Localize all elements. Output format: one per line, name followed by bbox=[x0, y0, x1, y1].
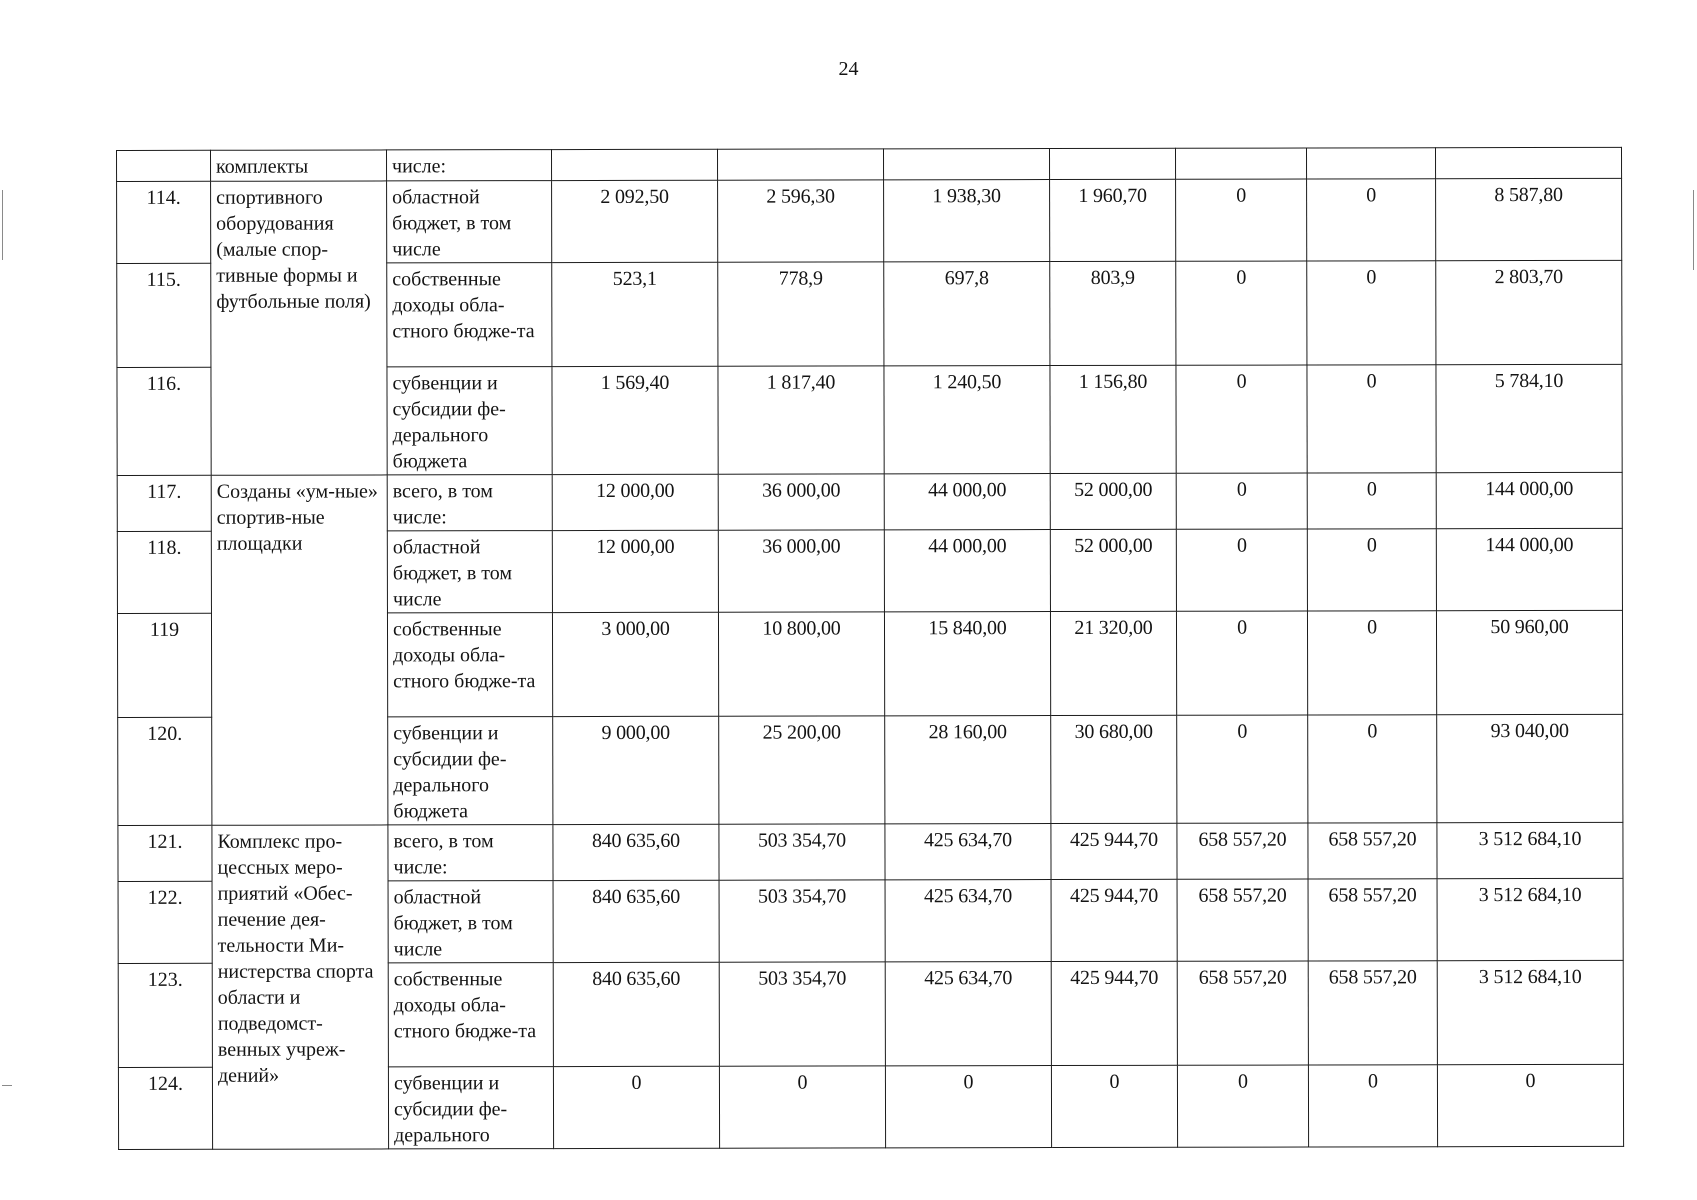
value-cell-2025: 503 354,70 bbox=[719, 880, 885, 962]
value-cell-2025: 25 200,00 bbox=[719, 716, 885, 824]
value-cell-2028: 658 557,20 bbox=[1177, 823, 1308, 879]
row-number-cell: 119 bbox=[117, 613, 211, 717]
value-cell-2026: 44 000,00 bbox=[884, 530, 1050, 612]
value-cell-2029: 658 557,20 bbox=[1308, 879, 1437, 961]
value-cell-2028: 0 bbox=[1177, 1065, 1308, 1147]
table-row bbox=[118, 822, 1623, 881]
value-cell-2028: 0 bbox=[1176, 473, 1307, 529]
value-cell bbox=[883, 149, 1049, 180]
source-cell: областной бюджет, в том числе bbox=[387, 181, 552, 263]
value-cell-2025: 503 354,70 bbox=[719, 824, 885, 880]
value-cell-total: 3 512 684,10 bbox=[1437, 822, 1623, 878]
value-cell-2027: 1 960,70 bbox=[1050, 179, 1176, 261]
value-cell-2029: 0 bbox=[1307, 365, 1436, 473]
row-number-cell: 115. bbox=[117, 263, 211, 367]
value-cell-2028: 658 557,20 bbox=[1177, 961, 1308, 1065]
value-cell-total: 8 587,80 bbox=[1436, 178, 1622, 260]
value-cell bbox=[1175, 148, 1306, 179]
value-cell-total: 144 000,00 bbox=[1436, 472, 1622, 528]
value-cell-2028: 0 bbox=[1177, 715, 1308, 823]
value-cell-2026: 1 938,30 bbox=[884, 180, 1050, 262]
value-cell-2024: 840 635,60 bbox=[553, 880, 719, 962]
value-cell-2027: 1 156,80 bbox=[1050, 365, 1176, 473]
scan-mark bbox=[2, 1085, 12, 1086]
value-cell-total: 50 960,00 bbox=[1436, 610, 1622, 714]
value-cell-2027: 52 000,00 bbox=[1050, 529, 1176, 611]
budget-table bbox=[116, 147, 1624, 1150]
row-number-cell: 118. bbox=[117, 531, 211, 613]
value-cell-total: 5 784,10 bbox=[1436, 364, 1622, 472]
value-cell-2025: 36 000,00 bbox=[718, 474, 884, 530]
value-cell-2024: 3 000,00 bbox=[552, 612, 718, 716]
value-cell-2029: 0 bbox=[1307, 261, 1436, 365]
value-cell-2026: 425 634,70 bbox=[885, 824, 1051, 880]
value-cell-total: 93 040,00 bbox=[1437, 714, 1623, 822]
value-cell-2027: 21 320,00 bbox=[1050, 611, 1176, 715]
source-cell: субвенции и субсидии фе-дерального bbox=[388, 1067, 553, 1149]
row-number-cell: 114. bbox=[117, 181, 211, 263]
value-cell bbox=[552, 149, 718, 180]
value-cell-2029: 0 bbox=[1308, 715, 1437, 823]
value-cell-total: 0 bbox=[1437, 1064, 1623, 1146]
value-cell-2024: 12 000,00 bbox=[552, 530, 718, 612]
value-cell-2025: 36 000,00 bbox=[718, 530, 884, 612]
value-cell-2024: 2 092,50 bbox=[552, 180, 718, 262]
table-row bbox=[117, 178, 1622, 263]
row-number-cell: 124. bbox=[118, 1067, 212, 1149]
row-number-cell: 116. bbox=[117, 367, 211, 475]
value-cell-2029: 0 bbox=[1307, 611, 1436, 715]
value-cell-2027: 52 000,00 bbox=[1050, 473, 1176, 529]
source-cell: собственные доходы обла-стного бюдже-та bbox=[387, 613, 552, 717]
item-name-cell: Комплекс про-цессных меро-приятий «Обес-печение дея-тельности Ми-нистерства спорта области и подведомст-венных учреж-дений» bbox=[212, 825, 389, 1149]
value-cell-2025: 2 596,30 bbox=[718, 180, 884, 262]
value-cell-2024: 523,1 bbox=[552, 262, 718, 366]
value-cell-2026: 425 634,70 bbox=[885, 880, 1051, 962]
row-number-cell: 120. bbox=[118, 717, 212, 825]
table-row bbox=[117, 472, 1622, 531]
value-cell-2025: 1 817,40 bbox=[718, 366, 884, 474]
table-row bbox=[117, 147, 1622, 181]
item-name-cell: спортивного оборудования (малые спор-тивные формы и футбольные поля) bbox=[211, 181, 388, 475]
value-cell-total: 3 512 684,10 bbox=[1437, 878, 1623, 960]
value-cell-2029: 658 557,20 bbox=[1308, 961, 1437, 1065]
value-cell-2026: 44 000,00 bbox=[884, 474, 1050, 530]
source-cell: всего, в том числе: bbox=[388, 825, 553, 881]
row-number-cell: 121. bbox=[118, 825, 212, 881]
value-cell bbox=[1435, 147, 1621, 178]
value-cell-2024: 840 635,60 bbox=[553, 824, 719, 880]
value-cell-2029: 0 bbox=[1307, 473, 1436, 529]
value-cell-2026: 15 840,00 bbox=[884, 612, 1050, 716]
source-cell: областной бюджет, в том числе bbox=[388, 881, 553, 963]
value-cell-2026: 1 240,50 bbox=[884, 366, 1050, 474]
value-cell-total: 3 512 684,10 bbox=[1437, 960, 1623, 1064]
source-cell: собственные доходы обла-стного бюдже-та bbox=[387, 263, 552, 367]
scan-mark bbox=[1693, 190, 1694, 270]
source-cell: числе: bbox=[387, 150, 552, 181]
value-cell-2026: 28 160,00 bbox=[885, 716, 1051, 824]
value-cell-2027: 803,9 bbox=[1050, 261, 1176, 365]
value-cell-2024: 1 569,40 bbox=[552, 366, 718, 474]
value-cell-2029: 0 bbox=[1307, 529, 1436, 611]
value-cell-2028: 0 bbox=[1176, 179, 1307, 261]
value-cell bbox=[1306, 148, 1435, 179]
value-cell-2027: 425 944,70 bbox=[1051, 823, 1177, 879]
source-cell: всего, в том числе: bbox=[387, 475, 552, 531]
row-number-cell: 117. bbox=[117, 475, 211, 531]
value-cell-2026: 0 bbox=[885, 1066, 1051, 1148]
value-cell-2024: 12 000,00 bbox=[552, 474, 718, 530]
value-cell-2029: 658 557,20 bbox=[1308, 823, 1437, 879]
value-cell-2029: 0 bbox=[1308, 1065, 1437, 1147]
source-cell: собственные доходы обла-стного бюдже-та bbox=[388, 963, 553, 1067]
value-cell-2027: 0 bbox=[1051, 1065, 1177, 1147]
value-cell-2024: 0 bbox=[553, 1066, 719, 1148]
value-cell-2026: 425 634,70 bbox=[885, 962, 1051, 1066]
budget-table-container bbox=[116, 147, 1623, 1150]
value-cell-2027: 425 944,70 bbox=[1051, 961, 1177, 1065]
value-cell bbox=[717, 149, 883, 180]
value-cell-total: 2 803,70 bbox=[1436, 260, 1622, 364]
value-cell-2027: 425 944,70 bbox=[1051, 879, 1177, 961]
value-cell-2025: 503 354,70 bbox=[719, 962, 885, 1066]
row-number-cell bbox=[117, 150, 211, 181]
value-cell-total: 144 000,00 bbox=[1436, 528, 1622, 610]
item-name-cell: комплекты bbox=[211, 150, 387, 181]
value-cell-2028: 0 bbox=[1176, 261, 1307, 365]
value-cell-2026: 697,8 bbox=[884, 262, 1050, 366]
value-cell-2024: 840 635,60 bbox=[553, 962, 719, 1066]
item-name-cell: Созданы «ум-ные» спортив-ные площадки bbox=[211, 475, 388, 825]
row-number-cell: 123. bbox=[118, 963, 212, 1067]
source-cell: субвенции и субсидии фе-дерального бюджета bbox=[388, 717, 553, 825]
value-cell-2028: 0 bbox=[1176, 611, 1307, 715]
source-cell: субвенции и субсидии фе-дерального бюджета bbox=[387, 367, 552, 475]
value-cell bbox=[1049, 148, 1175, 179]
value-cell-2028: 658 557,20 bbox=[1177, 879, 1308, 961]
value-cell-2029: 0 bbox=[1307, 179, 1436, 261]
value-cell-2025: 0 bbox=[719, 1066, 885, 1148]
scan-mark bbox=[2, 190, 3, 260]
value-cell-2025: 778,9 bbox=[718, 262, 884, 366]
value-cell-2024: 9 000,00 bbox=[553, 716, 719, 824]
value-cell-2028: 0 bbox=[1176, 529, 1307, 611]
value-cell-2027: 30 680,00 bbox=[1051, 715, 1177, 823]
row-number-cell: 122. bbox=[118, 881, 212, 963]
source-cell: областной бюджет, в том числе bbox=[387, 531, 552, 613]
value-cell-2028: 0 bbox=[1176, 365, 1307, 473]
page-number: 24 bbox=[838, 58, 859, 80]
value-cell-2025: 10 800,00 bbox=[718, 612, 884, 716]
